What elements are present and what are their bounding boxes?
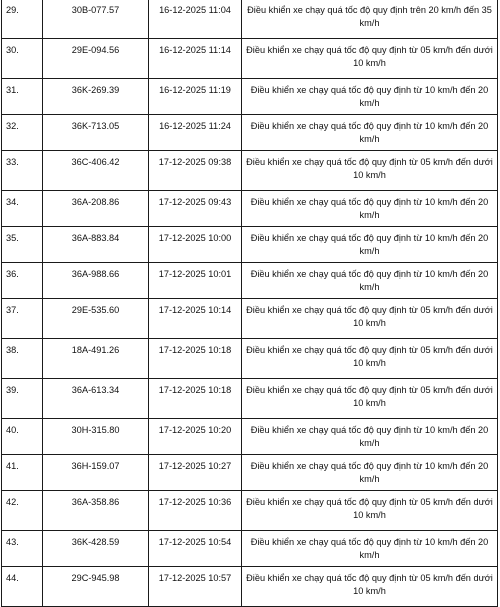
license-plate: 18A-491.26: [43, 339, 149, 379]
violation-description: Điều khiển xe chạy quá tốc độ quy định từ 10 km/h đến 20 km/h: [242, 227, 498, 263]
violation-time: 17-12-2025 10:14: [149, 299, 242, 339]
violation-description: Điều khiển xe chạy quá tốc độ quy định từ 10 km/h đến 20 km/h: [242, 191, 498, 227]
violation-time: 16-12-2025 11:19: [149, 79, 242, 115]
license-plate: 36H-159.07: [43, 455, 149, 491]
table-row: [2, 531, 498, 567]
table-row: [2, 151, 498, 191]
row-number: 32.: [2, 115, 43, 151]
violation-time: 17-12-2025 10:00: [149, 227, 242, 263]
row-number: 41.: [2, 455, 43, 491]
license-plate: 36A-613.34: [43, 379, 149, 419]
license-plate: 36A-883.84: [43, 227, 149, 263]
violation-description: Điều khiển xe chạy quá tốc độ quy định từ 05 km/h đến dưới 10 km/h: [242, 567, 498, 607]
table-row: [2, 0, 498, 39]
license-plate: 36A-358.86: [43, 491, 149, 531]
violation-description: Điều khiển xe chạy quá tốc độ quy định trên 20 km/h đến 35 km/h: [242, 0, 498, 39]
row-number: 30.: [2, 39, 43, 79]
table-row: [2, 567, 498, 607]
row-number: 36.: [2, 263, 43, 299]
violation-description: Điều khiển xe chạy quá tốc độ quy định từ 05 km/h đến dưới 10 km/h: [242, 339, 498, 379]
violation-description: Điều khiển xe chạy quá tốc độ quy định từ 05 km/h đến dưới 10 km/h: [242, 299, 498, 339]
row-number: 37.: [2, 299, 43, 339]
violations-table: [1, 0, 498, 607]
violation-description: Điều khiển xe chạy quá tốc độ quy định từ 05 km/h đến dưới 10 km/h: [242, 151, 498, 191]
violations-table-body: [2, 0, 498, 607]
violation-time: 17-12-2025 10:36: [149, 491, 242, 531]
license-plate: 30B-077.57: [43, 0, 149, 39]
table-row: [2, 115, 498, 151]
violation-time: 17-12-2025 09:38: [149, 151, 242, 191]
violation-time: 17-12-2025 10:27: [149, 455, 242, 491]
violation-description: Điều khiển xe chạy quá tốc độ quy định từ 05 km/h đến dưới 10 km/h: [242, 379, 498, 419]
violation-time: 17-12-2025 09:43: [149, 191, 242, 227]
violation-time: 17-12-2025 10:18: [149, 339, 242, 379]
row-number: 35.: [2, 227, 43, 263]
table-row: [2, 39, 498, 79]
license-plate: 36A-988.66: [43, 263, 149, 299]
violation-description: Điều khiển xe chạy quá tốc độ quy định từ 10 km/h đến 20 km/h: [242, 79, 498, 115]
table-row: [2, 419, 498, 455]
row-number: 34.: [2, 191, 43, 227]
license-plate: 30H-315.80: [43, 419, 149, 455]
license-plate: 36K-428.59: [43, 531, 149, 567]
violation-description: Điều khiển xe chạy quá tốc độ quy định từ 10 km/h đến 20 km/h: [242, 531, 498, 567]
row-number: 39.: [2, 379, 43, 419]
row-number: 40.: [2, 419, 43, 455]
license-plate: 29E-094.56: [43, 39, 149, 79]
violation-time: 17-12-2025 10:20: [149, 419, 242, 455]
table-row: [2, 339, 498, 379]
license-plate: 29E-535.60: [43, 299, 149, 339]
violation-time: 17-12-2025 10:01: [149, 263, 242, 299]
license-plate: 29C-945.98: [43, 567, 149, 607]
license-plate: 36A-208.86: [43, 191, 149, 227]
row-number: 33.: [2, 151, 43, 191]
row-number: 42.: [2, 491, 43, 531]
violation-description: Điều khiển xe chạy quá tốc độ quy định từ 10 km/h đến 20 km/h: [242, 263, 498, 299]
violation-description: Điều khiển xe chạy quá tốc độ quy định từ 10 km/h đến 20 km/h: [242, 115, 498, 151]
table-row: [2, 379, 498, 419]
violation-time: 17-12-2025 10:57: [149, 567, 242, 607]
violation-time: 16-12-2025 11:14: [149, 39, 242, 79]
row-number: 43.: [2, 531, 43, 567]
table-row: [2, 79, 498, 115]
row-number: 31.: [2, 79, 43, 115]
row-number: 29.: [2, 0, 43, 39]
violation-description: Điều khiển xe chạy quá tốc độ quy định từ 10 km/h đến 20 km/h: [242, 419, 498, 455]
license-plate: 36K-269.39: [43, 79, 149, 115]
license-plate: 36C-406.42: [43, 151, 149, 191]
violation-time: 16-12-2025 11:24: [149, 115, 242, 151]
violation-time: 16-12-2025 11:04: [149, 0, 242, 39]
table-row: [2, 455, 498, 491]
violation-description: Điều khiển xe chạy quá tốc độ quy định từ 05 km/h đến dưới 10 km/h: [242, 491, 498, 531]
violation-time: 17-12-2025 10:54: [149, 531, 242, 567]
row-number: 44.: [2, 567, 43, 607]
table-row: [2, 263, 498, 299]
violation-description: Điều khiển xe chạy quá tốc độ quy định từ 10 km/h đến 20 km/h: [242, 455, 498, 491]
table-row: [2, 227, 498, 263]
violation-description: Điều khiển xe chạy quá tốc độ quy định từ 05 km/h đến dưới 10 km/h: [242, 39, 498, 79]
license-plate: 36K-713.05: [43, 115, 149, 151]
violation-time: 17-12-2025 10:18: [149, 379, 242, 419]
row-number: 38.: [2, 339, 43, 379]
table-row: [2, 299, 498, 339]
table-row: [2, 191, 498, 227]
